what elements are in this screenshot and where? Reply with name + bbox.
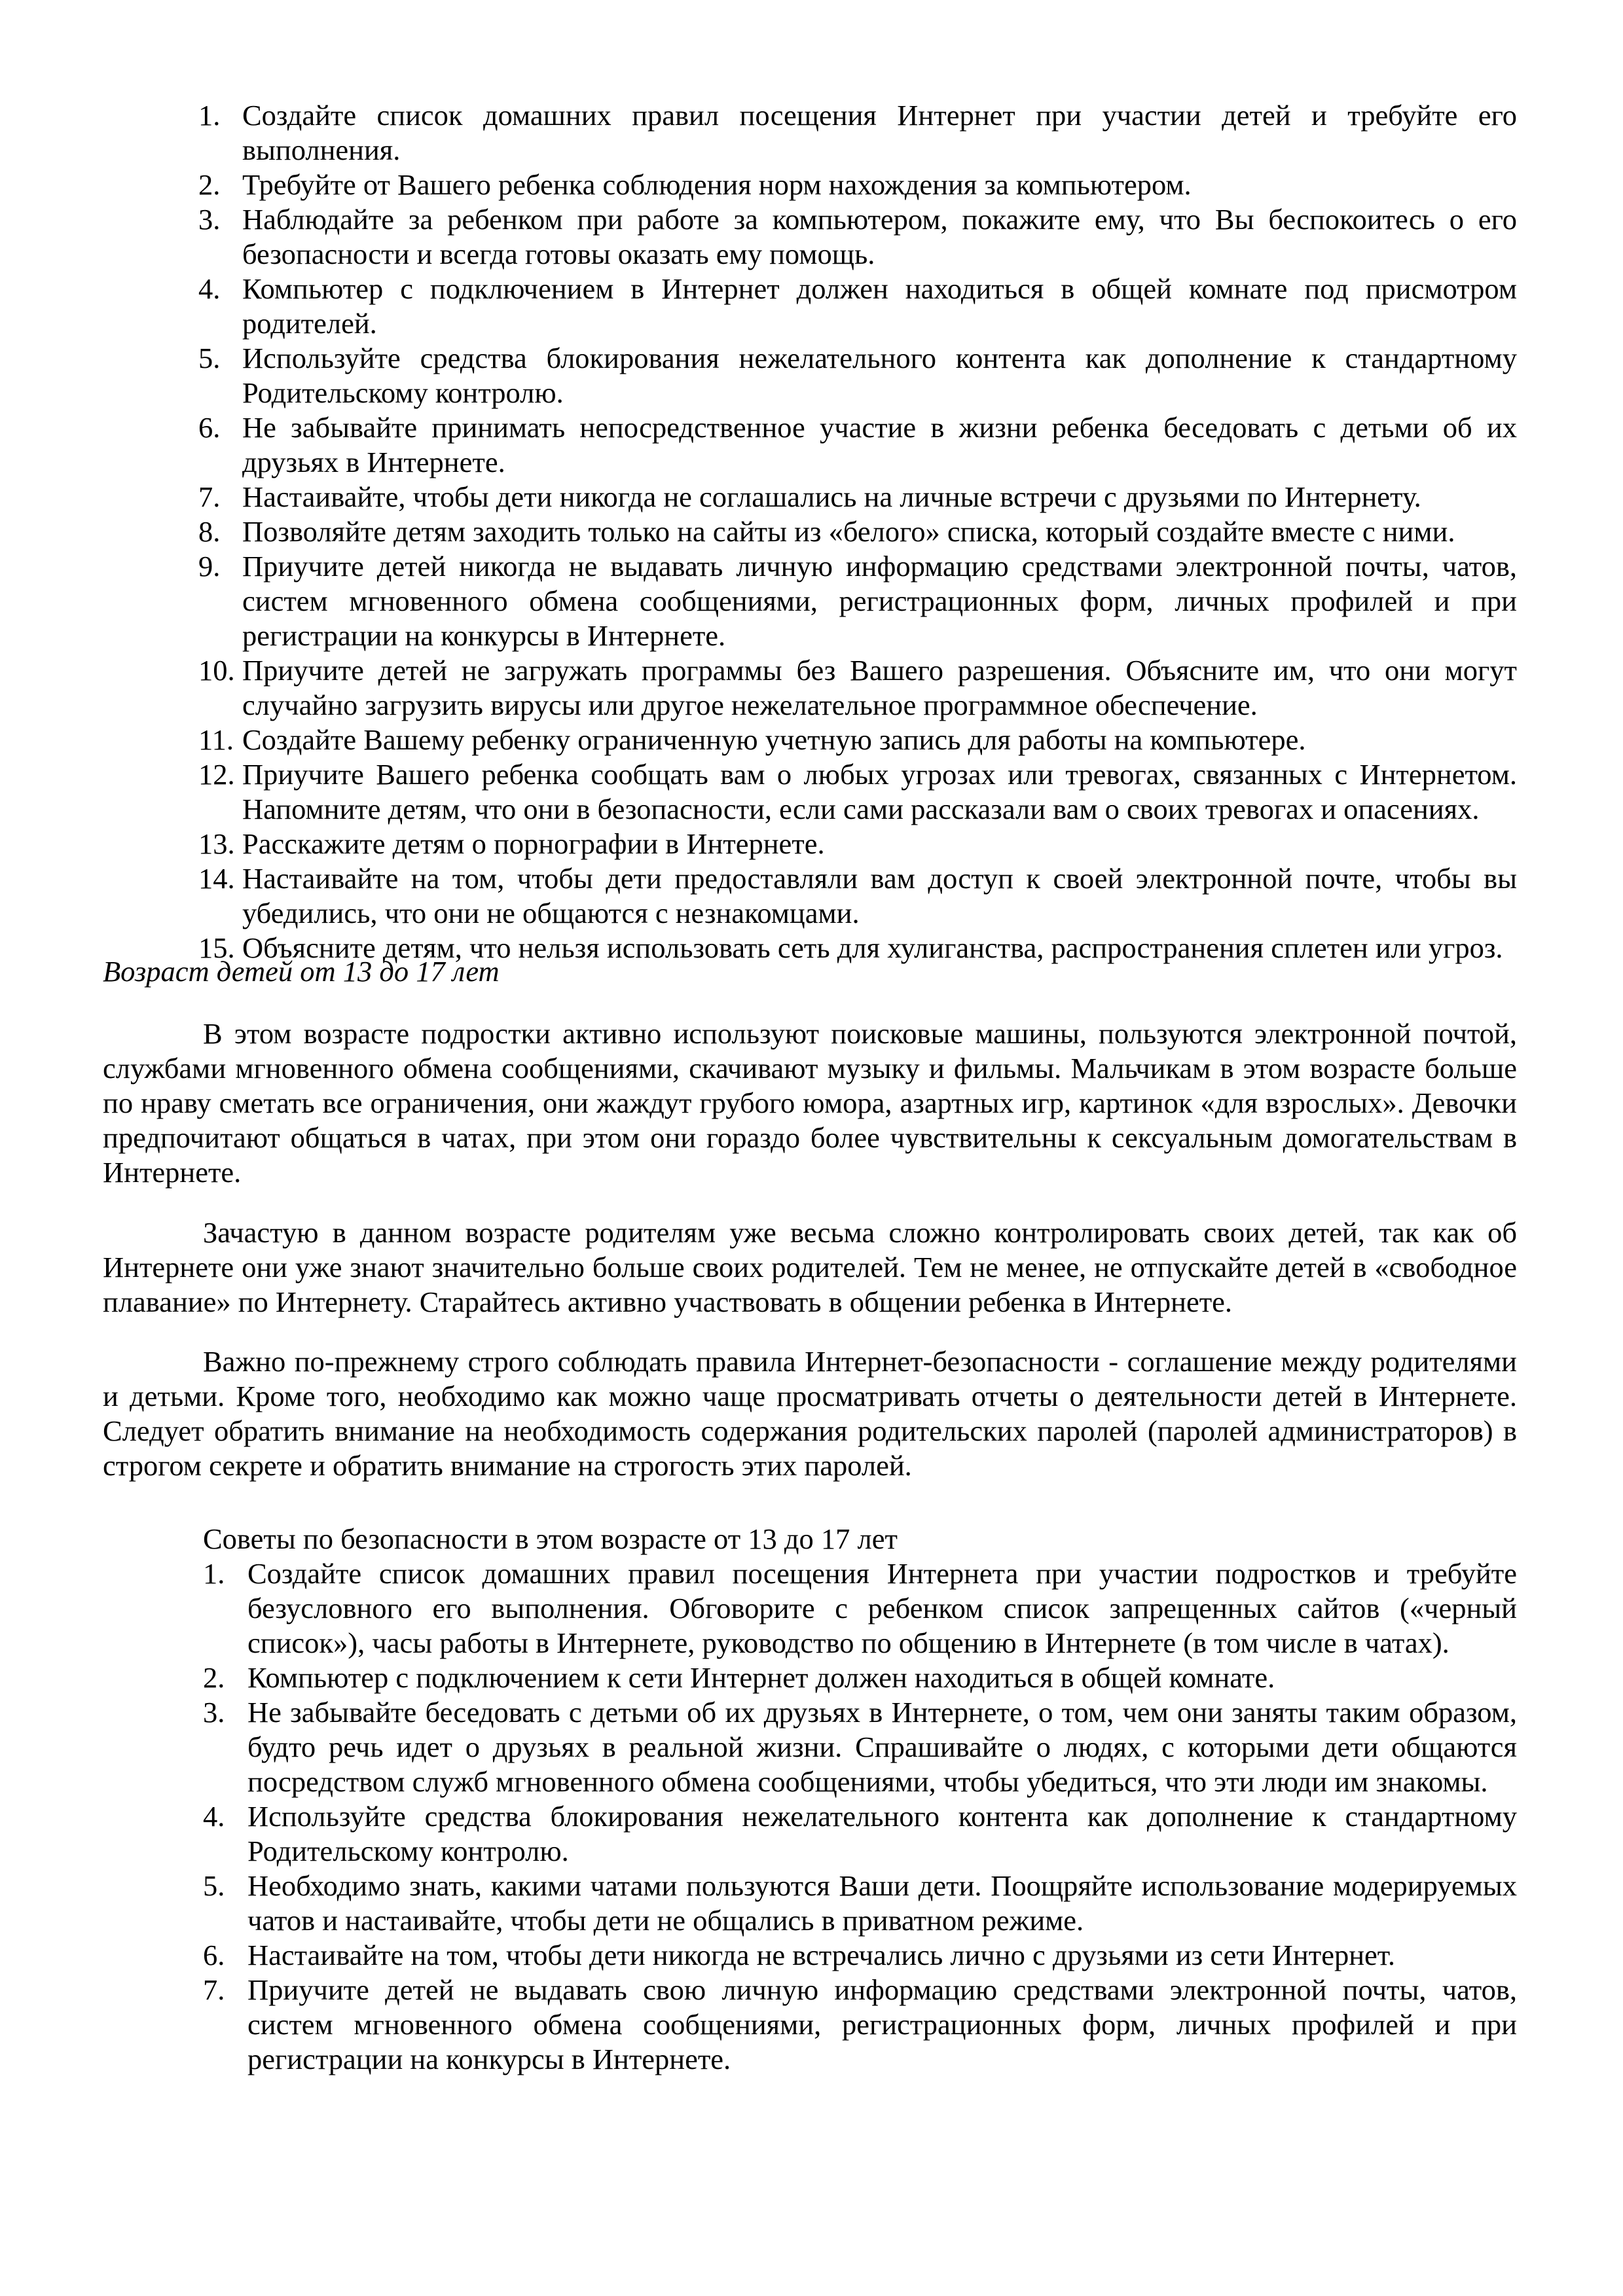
list-item: [103, 202, 1517, 272]
list-item-number: 2.: [198, 168, 221, 201]
list-item: [103, 549, 1517, 653]
list-item: [103, 861, 1517, 931]
list-item-text: Приучите детей никогда не выдавать личную информацию средствами электронной почты, чатов, систем мгновенного обмена сообщениями, регистрационных форм, личных профилей и при регистрации на конкурсы в Интернете.: [242, 550, 1517, 652]
list-item-number: 13.: [198, 827, 235, 860]
list-item-text: Настаивайте на том, чтобы дети предоставляли вам доступ к своей электронной почте, чтобы вы убедились, что они не общаются с незнакомцами.: [242, 862, 1517, 929]
safety-rules-list-under-13: [103, 98, 1517, 965]
list-item-text: Используйте средства блокирования нежелательного контента как дополнение к стандартному Родительскому контролю.: [247, 1800, 1517, 1867]
list-item: [103, 272, 1517, 341]
list-item-number: 11.: [198, 723, 234, 756]
list-item: [103, 1973, 1517, 2077]
list-item-text: Не забывайте принимать непосредственное участие в жизни ребенка беседовать с детьми об их друзьях в Интернете.: [242, 411, 1517, 478]
list-item-text: Расскажите детям о порнографии в Интернете.: [242, 827, 825, 860]
list-item-text: Создайте список домашних правил посещения Интернет при участии детей и требуйте его выполнения.: [242, 99, 1517, 166]
list-item: [103, 653, 1517, 723]
list-item-number: 4.: [198, 272, 221, 305]
list-item-text: Приучите детей не выдавать свою личную информацию средствами электронной почты, чатов, систем мгновенного обмена сообщениями, регистрационных форм, личных профилей и при регистрации на конкурсы в Интернете.: [247, 1973, 1517, 2075]
list-item-text: Объясните детям, что нельзя использовать сеть для хулиганства, распространения сплетен или угроз.: [242, 931, 1503, 964]
list-item-number: 5.: [203, 1869, 225, 1902]
list-item-text: Не забывайте беседовать с детьми об их друзьях в Интернете, о том, чем они заняты таким образом, будто речь идет о друзьях в реальной жизни. Спрашивайте о людях, с которыми дети общаются посредством служб мгновенного обмена сообщениями, чтобы убедиться, что эти люди им знакомы.: [247, 1696, 1517, 1798]
list-item: [103, 98, 1517, 168]
list-item: [103, 514, 1517, 549]
list-item-text: Создайте Вашему ребенку ограниченную учетную запись для работы на компьютере.: [242, 723, 1306, 756]
list-item-number: 3.: [198, 203, 221, 236]
list-item: [103, 168, 1517, 202]
list-item-number: 12.: [198, 758, 235, 791]
spacer: [103, 1319, 1517, 1344]
tips-label: Советы по безопасности в этом возрасте от 13 до 17 лет: [203, 1522, 898, 1555]
paragraph: Зачастую в данном возрасте родителям уже весьма сложно контролировать своих детей, так как об Интернете они уже знают значительно больше своих родителей. Тем не менее, не отпускайте детей в «свободное плавание» по Интернету. Старайтесь активно участвовать в общении ребенка в Интернете.: [103, 1216, 1517, 1318]
list-item-number: 7.: [203, 1973, 225, 2006]
list-item-text: Приучите Вашего ребенка сообщать вам о любых угрозах или тревогах, связанных с Интернетом. Напомните детям, что они в безопасности, если сами рассказали вам о своих тревогах и опасениях.: [242, 758, 1517, 825]
list-item-text: Наблюдайте за ребенком при работе за компьютером, покажите ему, что Вы беспокоитесь о его безопасности и всегда готовы оказать ему помощь.: [242, 203, 1517, 270]
document-page: [103, 98, 1517, 2077]
list-item-number: 4.: [203, 1800, 225, 1833]
list-item-number: 1.: [203, 1557, 225, 1590]
list-item-text: Позволяйте детям заходить только на сайты из «белого» списка, который создайте вместе с ними.: [242, 515, 1455, 548]
safety-rules-list-13-17: [103, 1556, 1517, 2077]
list-item-text: Компьютер с подключением в Интернет должен находиться в общей комнате под присмотром родителей.: [242, 272, 1517, 340]
list-item-text: Требуйте от Вашего ребенка соблюдения норм нахождения за компьютером.: [242, 168, 1192, 201]
list-item-number: 1.: [198, 99, 221, 132]
list-item-text: Настаивайте, чтобы дети никогда не соглашались на личные встречи с друзьями по Интернету.: [242, 480, 1421, 513]
spacer: [103, 989, 1517, 1016]
section-heading: Возраст детей от 13 до 17 лет: [103, 955, 500, 988]
list-item-text: Используйте средства блокирования нежелательного контента как дополнение к стандартному Родительскому контролю.: [242, 342, 1517, 409]
list-item-text: Настаивайте на том, чтобы дети никогда не встречались лично с друзьями из сети Интернет.: [247, 1939, 1395, 1971]
list-item: [103, 341, 1517, 410]
list-item-number: 14.: [198, 862, 235, 895]
list-item: [103, 1938, 1517, 1973]
list-item: [103, 1660, 1517, 1695]
list-item: [103, 1799, 1517, 1869]
list-item-text: Необходимо знать, какими чатами пользуются Ваши дети. Поощряйте использование модерируемых чатов и настаивайте, чтобы дети не общались в приватном режиме.: [247, 1869, 1517, 1937]
list-item-number: 5.: [198, 342, 221, 374]
list-item-number: 15.: [198, 931, 235, 964]
list-item: [103, 1556, 1517, 1660]
list-item: [103, 931, 1517, 965]
list-item: [103, 410, 1517, 480]
list-item-number: 10.: [198, 654, 235, 687]
spacer: [103, 1483, 1517, 1522]
spacer: [103, 1190, 1517, 1215]
list-item-number: 7.: [198, 480, 221, 513]
list-item: [103, 827, 1517, 861]
list-item-text: Компьютер с подключением к сети Интернет должен находиться в общей комнате.: [247, 1661, 1275, 1694]
list-item-number: 9.: [198, 550, 221, 583]
list-item: [103, 723, 1517, 757]
list-item-text: Создайте список домашних правил посещения Интернета при участии подростков и требуйте безусловного его выполнения. Обговорите с ребенком список запрещенных сайтов («черный список»), часы работы в Интернете, руководство по общению в Интернете (в том числе в чатах).: [247, 1557, 1517, 1659]
list-item-number: 2.: [203, 1661, 225, 1694]
list-item: [103, 480, 1517, 514]
list-item-number: 8.: [198, 515, 221, 548]
list-item: [103, 1695, 1517, 1799]
list-item: [103, 757, 1517, 827]
paragraph: В этом возрасте подростки активно используют поисковые машины, пользуются электронной почтой, службами мгновенного обмена сообщениями, скачивают музыку и фильмы. Мальчикам в этом возрасте больше по нраву сметать все ограничения, они жаждут грубого юмора, азартных игр, картинок «для взрослых». Девочки предпочитают общаться в чатах, при этом они гораздо более чувствительны к сексуальным домогательствам в Интернете.: [103, 1017, 1517, 1189]
list-item-number: 3.: [203, 1696, 225, 1729]
list-item-number: 6.: [198, 411, 221, 444]
list-item-number: 6.: [203, 1939, 225, 1971]
list-item: [103, 1869, 1517, 1938]
list-item-text: Приучите детей не загружать программы без Вашего разрешения. Объясните им, что они могут случайно загрузить вирусы или другое нежелательное программное обеспечение.: [242, 654, 1517, 721]
paragraph: Важно по-прежнему строго соблюдать правила Интернет-безопасности - соглашение между родителями и детьми. Кроме того, необходимо как можно чаще просматривать отчеты о деятельности детей в Интернете. Следует обратить внимание на необходимость содержания родительских паролей (паролей администраторов) в строгом секрете и обратить внимание на строгость этих паролей.: [103, 1345, 1517, 1482]
